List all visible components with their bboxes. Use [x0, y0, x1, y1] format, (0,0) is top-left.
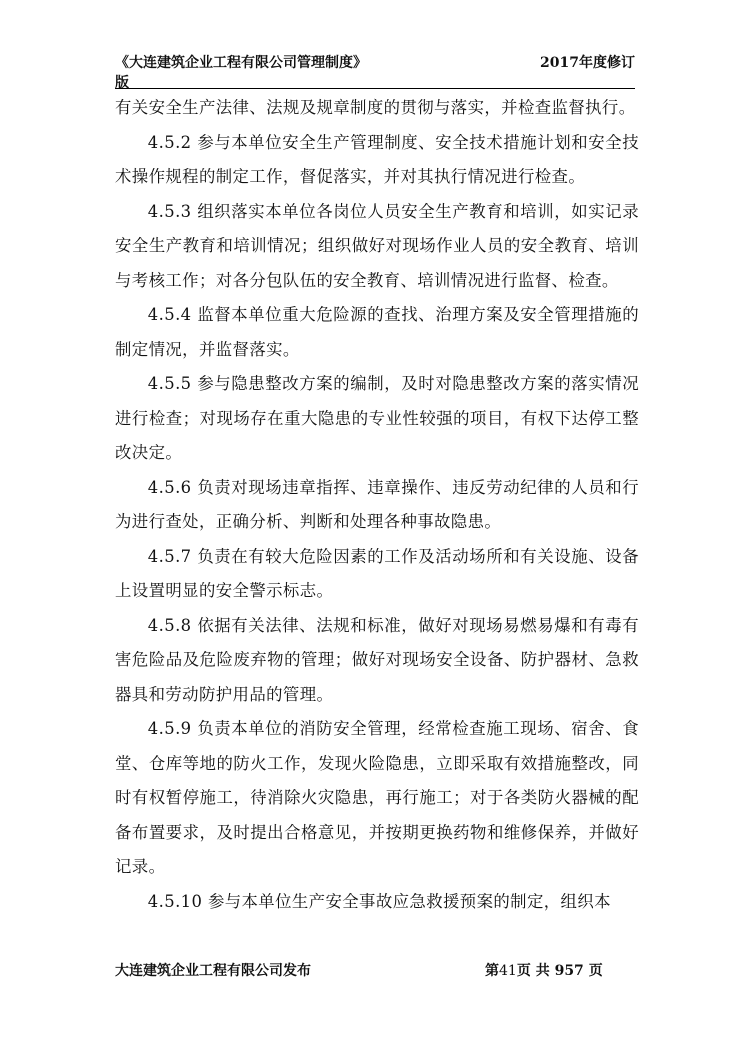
paragraph-4-5-4: 4.5.4 监督本单位重大危险源的查找、治理方案及安全管理措施的制定情况，并监督落实。: [115, 305, 639, 359]
paragraph-4-5-6: 4.5.6 负责对现场违章指挥、违章操作、违反劳动纪律的人员和行为进行查处，正确分析、判断和处理各种事故隐患。: [115, 477, 639, 531]
page-prefix: 第: [485, 963, 499, 979]
paragraph-4-5-9: 4.5.9 负责本单位的消防安全管理，经常检查施工现场、宿舍、食堂、仓库等地的防火工作，发现火险隐患，立即采取有效措施整改，同时有权暂停施工，待消除火灾隐患，再行施工；对于各类防火器械的配备布置要求，及时提出合格意见，并按期更换药物和维修保养，并做好记录。: [115, 719, 639, 876]
paragraph-4-5-8: 4.5.8 依据有关法律、法规和标准，做好对现场易燃易爆和有毒有害危险品及危险废弃物的管理；做好对现场安全设备、防护器材、急救器具和劳动防护用品的管理。: [115, 615, 639, 704]
header-revision-wrap: 版: [115, 75, 129, 91]
paragraph-continuation: 有关安全生产法律、法规及规章制度的贯彻与落实，并检查监督执行。: [115, 98, 636, 117]
footer-publisher: 大连建筑企业工程有限公司发布: [115, 963, 311, 979]
paragraph-4-5-5: 4.5.5 参与隐患整改方案的编制，及时对隐患整改方案的落实情况进行检查；对现场存在重大隐患的专业性较强的项目，有权下达停工整改决定。: [115, 374, 639, 462]
header-revision: 2017年度修订: [540, 55, 635, 71]
paragraph-4-5-3: 4.5.3 组织落实本单位各岗位人员安全生产教育和培训，如实记录安全生产教育和培训情况；组织做好对现场作业人员的安全教育、培训与考核工作；对各分包队伍的安全教育、培训情况进行监督、检查。: [115, 201, 639, 290]
paragraph-4-5-2: 4.5.2 参与本单位安全生产管理制度、安全技术措施计划和安全技术操作规程的制定工作，督促落实，并对其执行情况进行检查。: [115, 132, 639, 186]
page-total: 957: [554, 963, 584, 979]
page-current: 41: [499, 963, 517, 979]
page-suffix: 页: [588, 963, 603, 979]
body-text: [115, 91, 639, 919]
paragraph-4-5-10: 4.5.10 参与本单位生产安全事故应急救援预案的制定，组织本: [147, 891, 611, 911]
header-document-title: 《大连建筑企业工程有限公司管理制度》: [115, 55, 367, 71]
page-middle: 页 共: [516, 963, 550, 979]
footer-page-counter: [485, 960, 603, 980]
header-rule: [115, 88, 635, 89]
paragraph-4-5-7: 4.5.7 负责在有较大危险因素的工作及活动场所和有关设施、设备上设置明显的安全警示标志。: [115, 546, 639, 600]
